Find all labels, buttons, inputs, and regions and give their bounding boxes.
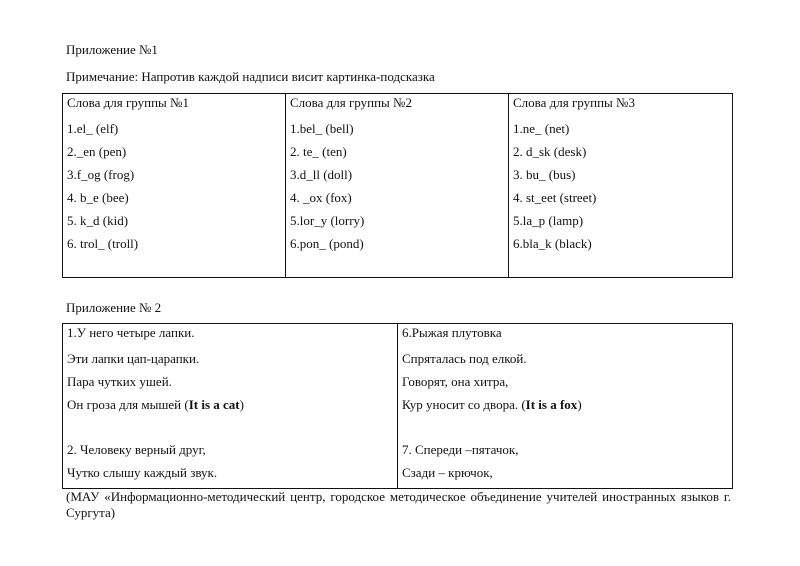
riddles-left-cell bbox=[63, 324, 398, 489]
group3-word: 6.bla_k (black) bbox=[513, 236, 592, 251]
riddle-answer: It is a fox bbox=[525, 397, 578, 412]
source-footer: (МАУ «Информационно-методический центр, городское методическое объединение учителей иностранных языков г. Сургута) bbox=[66, 489, 731, 520]
group1-word: 3.f_og (frog) bbox=[67, 167, 135, 182]
group2-word: 1.bel_ (bell) bbox=[290, 121, 354, 136]
riddle-line bbox=[63, 397, 397, 420]
group3-word: 1.ne_ (net) bbox=[513, 121, 570, 136]
riddle-line bbox=[398, 397, 732, 420]
group3-word: 4. st_eet (street) bbox=[513, 190, 597, 205]
riddle-line: Эти лапки цап-царапки. bbox=[67, 351, 200, 366]
riddle-close: ) bbox=[239, 397, 244, 412]
group2-cell bbox=[286, 94, 509, 278]
riddle-text: Он гроза для мышей ( bbox=[67, 397, 189, 412]
group2-word: 4. _ox (fox) bbox=[290, 190, 352, 205]
riddle-close: ) bbox=[577, 397, 582, 412]
riddle-line: 2. Человеку верный друг, bbox=[67, 442, 206, 457]
group3-cell bbox=[509, 94, 733, 278]
riddle-line: 6.Рыжая плутовка bbox=[402, 325, 502, 340]
group1-word: 1.el_ (elf) bbox=[67, 121, 119, 136]
group1-header: Слова для группы №1 bbox=[67, 95, 189, 110]
group1-word: 2._en (pen) bbox=[67, 144, 127, 159]
riddles-table bbox=[62, 323, 733, 489]
appendix1-note: Примечание: Напротив каждой надписи висит картинка-подсказка bbox=[66, 69, 435, 84]
appendix1-title: Приложение №1 bbox=[66, 42, 158, 57]
group2-word: 5.lor_y (lorry) bbox=[290, 213, 365, 228]
riddle-line: 7. Спереди –пятачок, bbox=[402, 442, 519, 457]
riddle-text: Кур уносит со двора. ( bbox=[402, 397, 526, 412]
group2-header: Слова для группы №2 bbox=[290, 95, 412, 110]
riddle-line: Пара чутких ушей. bbox=[67, 374, 172, 389]
appendix2-title: Приложение № 2 bbox=[66, 300, 162, 315]
group1-word: 4. b_e (bee) bbox=[67, 190, 129, 205]
group2-word: 6.pon_ (pond) bbox=[290, 236, 364, 251]
riddle-line: 1.У него четыре лапки. bbox=[67, 325, 195, 340]
group3-header: Слова для группы №3 bbox=[513, 95, 635, 110]
group1-word: 6. trol_ (troll) bbox=[67, 236, 139, 251]
riddle-line: Говорят, она хитра, bbox=[402, 374, 509, 389]
word-groups-table bbox=[62, 93, 733, 278]
group3-word: 2. d_sk (desk) bbox=[513, 144, 587, 159]
group3-word: 5.la_p (lamp) bbox=[513, 213, 584, 228]
group2-word: 3.d_ll (doll) bbox=[290, 167, 353, 182]
group2-word: 2. te_ (ten) bbox=[290, 144, 347, 159]
group3-word: 3. bu_ (bus) bbox=[513, 167, 576, 182]
group1-cell bbox=[63, 94, 286, 278]
riddle-line: Спряталась под елкой. bbox=[402, 351, 527, 366]
riddles-right-cell bbox=[398, 324, 733, 489]
group1-word: 5. k_d (kid) bbox=[67, 213, 129, 228]
riddle-line: Сзади – крючок, bbox=[402, 465, 493, 480]
riddle-answer: It is a cat bbox=[188, 397, 240, 412]
riddle-line: Чутко слышу каждый звук. bbox=[67, 465, 218, 480]
